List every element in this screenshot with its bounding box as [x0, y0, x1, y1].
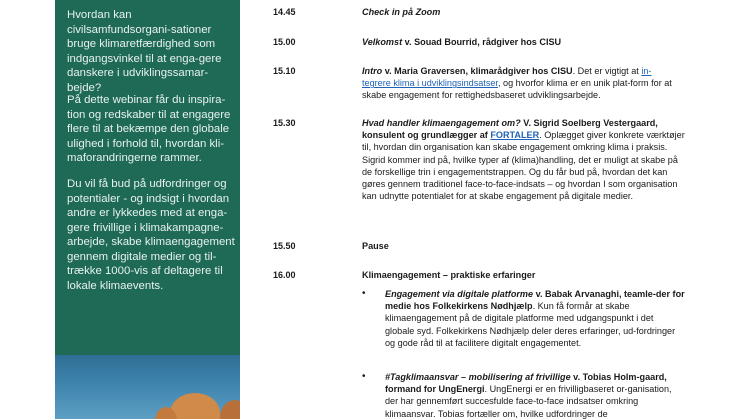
program-desc: [362, 65, 685, 102]
hands-photo: [55, 355, 240, 419]
sidebar-paragraph-webinar: På dette webinar får du inspira-tion og redskaber til at engagere flere til at bekæmpe den globale ulighed i forhold til, hvordan kli-maforandringerne rammer.: [67, 94, 231, 164]
program-title: Klimaengagement – praktiske erfaringer: [362, 270, 536, 280]
bullet-icon: •: [362, 371, 366, 382]
hand-shape: [170, 393, 220, 419]
program-time: 14.45: [273, 7, 296, 17]
program-desc: [362, 240, 685, 252]
program-time: 15.10: [273, 66, 296, 76]
bullet-icon: •: [362, 288, 366, 299]
bullet-title: Engagement via digitale platforme: [385, 289, 534, 299]
bullet-desc: [385, 288, 685, 349]
program-title: Intro: [362, 66, 383, 76]
program-desc: [362, 269, 685, 281]
program-desc: [362, 6, 685, 18]
program-time: 16.00: [273, 270, 296, 280]
program-title: Pause: [362, 241, 389, 251]
bullet-speaker: v. Tobias Holm-gaard, formand for UngEnergi: [385, 372, 667, 395]
bullet-desc: [385, 371, 685, 420]
program-text: , og hvorfor klima er en unik plat-form for at skabe engagement for rettighedsbaseret udviklingsarbejde.: [362, 78, 672, 101]
program-speaker: v. Souad Bourrid, rådgiver hos CISU: [402, 37, 562, 47]
program-desc: [362, 36, 685, 48]
integrate-climate-link[interactable]: in-: [641, 66, 652, 76]
program-title: Check in på Zoom: [362, 7, 441, 17]
program-time: 15.50: [273, 241, 296, 251]
bullet-speaker: v. Babak Arvanaghi, teamle-der for medie hos Folkekirkens Nødhjælp: [385, 289, 685, 312]
sidebar-paragraph-details: Du vil få bud på udfordringer og potentialer - og indsigt i hvordan andre er lykkedes med at enga-gere frivillige i klimakampagne-arbejde, skabe klimaengagement gennem digitale medier og til-trække 1000-vis af deltagere til lokale klimaevents.: [67, 178, 235, 292]
fortaler-link[interactable]: FORTALER: [490, 130, 540, 141]
integrate-climate-link-cont[interactable]: tegrere klima i udviklingsindsatser: [362, 78, 498, 89]
hand-shape: [220, 400, 240, 419]
bullet-text: . Kun få formår at skabe klimaengagement på de digitale platforme med udgangspunkt i det globale syd. Folkekirkens Nødhjælp deler deres erfaringer, ud-fordringer og gode råd til at facilitere digitalt engagementet.: [385, 301, 676, 348]
bullet-title: #Tagklimaansvar – mobilisering af frivillige: [385, 372, 571, 382]
program-time: 15.30: [273, 118, 296, 128]
program-speaker: v. Maria Graversen, klimarådgiver hos CISU: [382, 66, 573, 76]
bullet-text: . UngEnergi er en frivilligbaseret or-ganisation, der har gennemført succesfulde face-to-face indsatser omkring klimaansvar. Tobias fortæller om, hvilke udfordringer de: [385, 384, 672, 419]
program-speaker: V. Sigrid Soelberg Vestergaard, konsulent og grundlægger af: [362, 118, 658, 141]
program-text: . Oplægget giver konkrete værktøjer til, hvordan din organisation kan skabe engagement omkring klima i praksis. Sigrid kommer ind på, hvilke typer af (klima)handling, det er muligt at skabe på de forskellige trin i engagementstrappen. Og du får bud på, hvordan det kan gøres gennem traditionel face-to-face-indsats – og hvordan I som organisation kan udnytte potentialet for at skabe engagement på digitale medier.: [362, 130, 685, 202]
program-time: 15.00: [273, 37, 296, 47]
program-title: Velkomst: [362, 37, 403, 47]
intro-sidebar: [55, 0, 240, 355]
program-desc: [362, 117, 685, 202]
sidebar-paragraph-question: Hvordan kan civilsamfundsorgani-sationer bruge klimaretfærdighed som indgangsvinkel til at enga-gere danskere i udviklingssamar-bejde?: [67, 9, 222, 94]
program-text: . Det er vigtigt at: [572, 66, 642, 76]
program-title: Hvad handler klimaengagement om?: [362, 118, 521, 128]
